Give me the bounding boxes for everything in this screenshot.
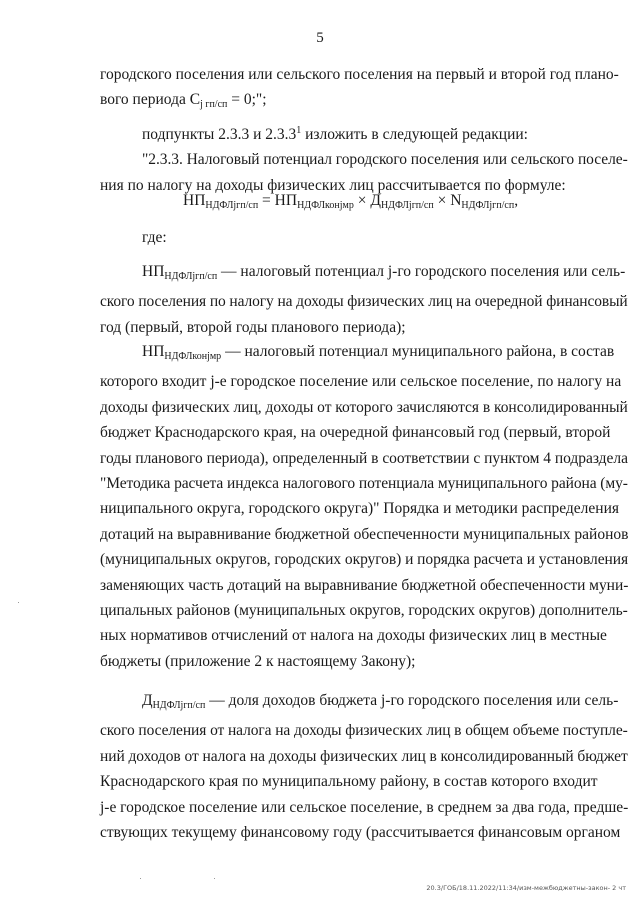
text-line: ципальных районов (муниципальных округов, городских округов) дополнитель-	[100, 602, 628, 620]
document-footer-stamp: 20.3/ГОБ/18.11.2022/11:34/изм-межбюджетны-закон- 2 чт	[426, 884, 626, 892]
text-line: ского поселения от налога на доходы физических лиц в общем объеме поступле-	[100, 722, 628, 740]
formula-part: НП	[183, 192, 206, 209]
text-line: городского поселения или сельского поселения на первый и второй год плано-	[100, 66, 619, 83]
page-number: 5	[316, 30, 324, 46]
subscript: НДФЛjгп/сп	[152, 700, 206, 711]
subscript: НДФЛjгп/сп	[164, 271, 218, 282]
text-line: "2.3.3. Налоговый потенциал городского поселения или сельского поселе-	[142, 151, 628, 169]
formula-part: × Д	[353, 192, 381, 209]
subscript: НДФЛjгп/сп	[461, 200, 515, 211]
text-line: "Методика расчета индекса налогового потенциала муниципального района (му-	[100, 475, 628, 493]
text-line: дотаций на выравнивание бюджетной обеспеченности муниципальных районов	[100, 525, 629, 543]
text-segment: — налоговый потенциал муниципального района, в состав	[221, 343, 615, 360]
text-line	[100, 87, 628, 117]
subscript: j гп/сп	[200, 99, 228, 111]
superscript: 1	[296, 124, 302, 136]
formula-part: ,	[514, 192, 519, 209]
text-line	[100, 118, 628, 147]
subscript: НДФЛjгп/сп	[205, 200, 259, 211]
text-line: ниципального округа, городского округа)" Порядка и методики распределения	[100, 500, 620, 518]
text-line: ний доходов от налога на доходы физических лиц в консолидированный бюджет	[100, 747, 628, 765]
symbol: НП	[142, 343, 165, 360]
text-line	[100, 259, 628, 289]
scan-speck	[214, 878, 215, 879]
text-segment: = 0;";	[227, 91, 267, 109]
text-line: бюджет Краснодарского края, на очередной финансовый год (первый, второй	[100, 424, 611, 442]
formula-part: = НП	[258, 192, 298, 209]
text-segment: вого периода С	[100, 91, 201, 109]
where-label-block	[100, 225, 628, 250]
text-line: j-е городское поселение или сельское поселение, в среднем за два года, предше-	[100, 798, 629, 816]
intro-text	[100, 62, 628, 198]
scan-speck	[18, 602, 19, 603]
subscript: НДФЛконjмр	[297, 200, 354, 211]
symbol: НП	[142, 263, 165, 280]
text-line: (муниципальных округов, городских округов) и порядка расчета и установления	[100, 551, 629, 569]
where-label: где:	[142, 229, 167, 246]
definition-np-rayon	[100, 339, 628, 674]
text-line: ствующих текущему финансовому году (рассчитывается финансовым органом	[100, 824, 621, 842]
text-segment: — налоговый потенциал j-го городского поселения или сель-	[217, 263, 626, 280]
symbol: Д	[142, 692, 153, 709]
text-line: Краснодарского края по муниципальному району, в состав которого входит	[100, 773, 598, 791]
text-line: ского поселения по налогу на доходы физических лиц на очередной финансовый	[100, 293, 628, 311]
text-line: которого входит j-е городское поселение или сельское поселение, по налогу на	[100, 373, 622, 391]
formula-part: × N	[433, 192, 462, 209]
text-line: бюджеты (приложение 2 к настоящему Закону);	[100, 652, 416, 670]
text-segment: подпункты 2.3.3 и 2.3.3	[142, 125, 297, 143]
text-line	[100, 688, 628, 718]
text-line	[100, 339, 628, 369]
definition-np-poselenie	[100, 259, 628, 340]
text-line: заменяющих часть дотаций на выравнивание бюджетной обеспеченности муни-	[100, 576, 629, 594]
formula	[183, 192, 518, 211]
text-line: доходы физических лиц, доходы от которого зачисляются в консолидированный	[100, 398, 628, 416]
text-segment: изложить в следующей редакции:	[301, 125, 528, 143]
scan-speck	[140, 878, 141, 879]
text-line: ных нормативов отчислений от налога на доходы физических лиц в местные	[100, 627, 607, 645]
text-line: год (первый, второй годы планового периода);	[100, 318, 406, 336]
text-line: годы планового периода), определенный в соответствии с пунктом 4 подраздела	[100, 449, 628, 467]
subscript: НДФЛконjмр	[164, 351, 222, 362]
text-line: ния по налогу на доходы физических лиц рассчитывается по формуле:	[100, 176, 566, 194]
subscript: НДФЛjгп/сп	[380, 200, 434, 211]
text-segment: — доля доходов бюджета j-го городского поселения или сель-	[205, 692, 619, 709]
definition-d-share	[100, 688, 628, 845]
